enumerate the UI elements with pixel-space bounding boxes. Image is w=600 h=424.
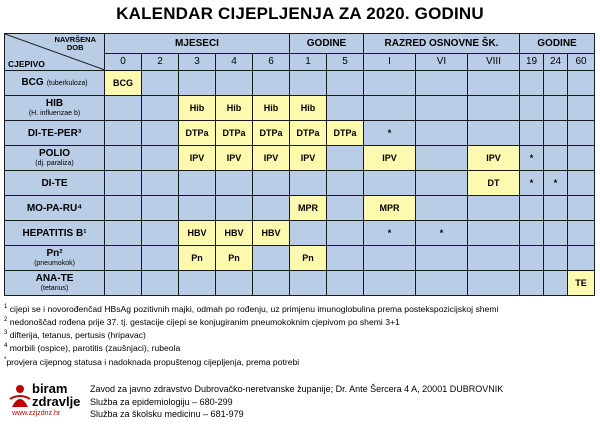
column-age-1: 1: [290, 53, 327, 70]
schedule-cell: [468, 196, 520, 221]
column-age-3: 3: [179, 53, 216, 70]
schedule-cell: Pn: [216, 246, 253, 271]
vaccine-name-cell: [5, 121, 105, 146]
schedule-cell: DTPa: [253, 121, 290, 146]
schedule-cell: MPR: [364, 196, 416, 221]
schedule-cell: [416, 271, 468, 296]
vaccine-name: HEPATITIS B¹: [22, 227, 87, 239]
schedule-cell: [327, 196, 364, 221]
schedule-cell: [520, 271, 544, 296]
schedule-cell: HBV: [179, 221, 216, 246]
schedule-cell: *: [520, 146, 544, 171]
footnote-text: nedonoščad rođena prije 37. tj. gestacije cijepi se konjugiranim pneumokoknim cjepivom po shemi 3+1: [7, 317, 400, 328]
schedule-cell: [520, 96, 544, 121]
corner-age-label: NAVRŠENA DOB: [54, 35, 96, 52]
schedule-cell: DTPa: [179, 121, 216, 146]
schedule-cell: [544, 121, 568, 146]
schedule-cell: [142, 221, 179, 246]
corner-vaccine-label: CJEPIVO: [8, 59, 45, 69]
schedule-cell: [253, 171, 290, 196]
schedule-cell: Hib: [253, 96, 290, 121]
vaccine-description: (dj. paraliza): [35, 159, 74, 167]
schedule-cell: IPV: [216, 146, 253, 171]
schedule-cell: TE: [568, 271, 595, 296]
schedule-cell: DTPa: [327, 121, 364, 146]
footer-contact: [90, 383, 503, 421]
schedule-cell: [416, 71, 468, 96]
schedule-cell: [416, 196, 468, 221]
schedule-cell: *: [520, 171, 544, 196]
schedule-cell: [105, 146, 142, 171]
column-age-VI: VI: [416, 53, 468, 70]
vaccine-name: Pn²: [46, 247, 63, 259]
schedule-cell: [290, 71, 327, 96]
schedule-cell: [544, 146, 568, 171]
schedule-cell: [142, 146, 179, 171]
schedule-cell: [468, 71, 520, 96]
footnote-mark: *: [4, 356, 7, 363]
footnote: [4, 341, 498, 354]
schedule-cell: [290, 221, 327, 246]
vaccine-description: (tuberkuloza): [46, 80, 88, 87]
logo: [6, 381, 81, 421]
schedule-cell: [568, 71, 595, 96]
schedule-cell: IPV: [253, 146, 290, 171]
schedule-cell: [416, 246, 468, 271]
table-row: [5, 121, 595, 146]
schedule-cell: [468, 271, 520, 296]
schedule-cell: [544, 271, 568, 296]
vaccine-name-cell: [5, 146, 105, 171]
schedule-cell: DTPa: [290, 121, 327, 146]
schedule-cell: [327, 171, 364, 196]
schedule-cell: [416, 96, 468, 121]
group-years: GODINE: [290, 34, 364, 54]
schedule-cell: [327, 146, 364, 171]
schedule-cell: [179, 196, 216, 221]
schedule-cell: *: [416, 221, 468, 246]
vaccine-name: POLIO: [38, 147, 71, 159]
footer-school-medicine: Služba za školsku medicinu – 681-979: [90, 409, 244, 419]
schedule-cell: [253, 196, 290, 221]
schedule-cell: [216, 71, 253, 96]
logo-website: www.zzjzdnz.hr: [12, 410, 61, 417]
table-row: [5, 71, 595, 96]
schedule-cell: [468, 121, 520, 146]
group-months: MJESECI: [105, 34, 290, 54]
vaccine-name-cell: [5, 271, 105, 296]
schedule-cell: [364, 71, 416, 96]
schedule-cell: Pn: [290, 246, 327, 271]
vaccine-name-cell: [5, 196, 105, 221]
logo-mark-icon: [8, 383, 32, 409]
schedule-cell: [142, 121, 179, 146]
schedule-cell: [544, 96, 568, 121]
column-age-0: 0: [105, 53, 142, 70]
schedule-cell: [520, 121, 544, 146]
schedule-cell: [364, 96, 416, 121]
schedule-cell: *: [544, 171, 568, 196]
table-row: [5, 271, 595, 296]
vaccine-name: MO-PA-RU⁴: [26, 202, 83, 214]
schedule-cell: [179, 271, 216, 296]
schedule-cell: [105, 271, 142, 296]
table-row: [5, 146, 595, 171]
schedule-cell: [568, 96, 595, 121]
vaccination-schedule-table: [4, 33, 595, 296]
schedule-cell: [142, 96, 179, 121]
table-row: [5, 171, 595, 196]
schedule-cell: [520, 221, 544, 246]
schedule-cell: [327, 221, 364, 246]
column-age-4: 4: [216, 53, 253, 70]
schedule-cell: IPV: [364, 146, 416, 171]
schedule-cell: [142, 271, 179, 296]
schedule-cell: [416, 146, 468, 171]
vaccine-name: DI-TE-PER³: [27, 127, 82, 139]
schedule-cell: [327, 96, 364, 121]
logo-line1: biram: [32, 381, 68, 396]
footnote-mark: 1: [4, 304, 8, 310]
schedule-cell: [290, 271, 327, 296]
schedule-body: [5, 71, 595, 296]
schedule-cell: BCG: [105, 71, 142, 96]
footer-epidemiology: Služba za epidemiologiju – 680-299: [90, 396, 233, 407]
schedule-cell: [142, 196, 179, 221]
schedule-cell: IPV: [290, 146, 327, 171]
schedule-cell: [544, 196, 568, 221]
table-row: [5, 221, 595, 246]
schedule-cell: [327, 71, 364, 96]
schedule-cell: [253, 271, 290, 296]
schedule-cell: [544, 246, 568, 271]
schedule-cell: [468, 96, 520, 121]
schedule-cell: [253, 246, 290, 271]
table-row: [5, 96, 595, 121]
schedule-cell: *: [364, 121, 416, 146]
schedule-cell: Pn: [179, 246, 216, 271]
schedule-cell: HBV: [216, 221, 253, 246]
vaccine-name: HIB: [45, 97, 64, 109]
schedule-cell: DT: [468, 171, 520, 196]
schedule-cell: [142, 71, 179, 96]
vaccine-name-cell: [5, 96, 105, 121]
schedule-cell: [142, 171, 179, 196]
schedule-cell: [105, 196, 142, 221]
schedule-cell: [179, 171, 216, 196]
vaccine-description: (pneumokok): [34, 259, 75, 267]
schedule-cell: MPR: [290, 196, 327, 221]
schedule-cell: [105, 171, 142, 196]
schedule-cell: [216, 196, 253, 221]
page-title: KALENDAR CIJEPLJENJA ZA 2020. GODINU: [116, 4, 484, 23]
schedule-cell: [520, 196, 544, 221]
schedule-cell: IPV: [468, 146, 520, 171]
schedule-cell: [568, 246, 595, 271]
vaccine-name-cell: [5, 71, 105, 96]
footnote: [4, 328, 498, 341]
vaccine-name: ANA-TE: [35, 272, 74, 284]
footnote: [4, 355, 498, 368]
schedule-cell: DTPa: [216, 121, 253, 146]
schedule-cell: [568, 146, 595, 171]
column-age-I: I: [364, 53, 416, 70]
schedule-cell: [105, 246, 142, 271]
group-school-grades: RAZRED OSNOVNE ŠK.: [364, 34, 520, 54]
schedule-cell: [568, 196, 595, 221]
schedule-cell: [468, 221, 520, 246]
schedule-cell: [327, 246, 364, 271]
vaccine-description: (tetanus): [40, 284, 69, 292]
schedule-cell: [105, 221, 142, 246]
vaccine-name: DI-TE: [41, 177, 68, 189]
table-row: [5, 246, 595, 271]
vaccine-name: BCG: [21, 77, 44, 88]
vaccine-name-cell: [5, 221, 105, 246]
footer-address: Zavod za javno zdravstvo Dubrovačko-neretvanske županije; Dr. Ante Šercera 4 A, 20001 DUBROVNIK: [90, 384, 504, 394]
footnote-text: difterija, tetanus, pertusis (hripavac): [7, 330, 146, 341]
column-age-VIII: VIII: [468, 53, 520, 70]
schedule-cell: Hib: [179, 96, 216, 121]
table-corner-header: [5, 34, 105, 71]
column-age-24: 24: [544, 53, 568, 70]
schedule-cell: [568, 121, 595, 146]
schedule-cell: [216, 271, 253, 296]
schedule-cell: [364, 271, 416, 296]
schedule-cell: [216, 171, 253, 196]
schedule-cell: [253, 71, 290, 96]
schedule-cell: [520, 246, 544, 271]
schedule-cell: [568, 221, 595, 246]
schedule-cell: [416, 121, 468, 146]
footnote-mark: 2: [4, 317, 8, 324]
schedule-cell: [105, 96, 142, 121]
footnote: [4, 315, 498, 328]
column-age-2: 2: [142, 53, 179, 70]
footnote-mark: 4: [4, 343, 8, 350]
schedule-cell: [290, 171, 327, 196]
vaccine-name-cell: [5, 246, 105, 271]
schedule-cell: IPV: [179, 146, 216, 171]
group-years-adult: GODINE: [520, 34, 595, 54]
schedule-cell: Hib: [216, 96, 253, 121]
schedule-cell: [364, 171, 416, 196]
schedule-cell: [142, 246, 179, 271]
column-age-19: 19: [520, 53, 544, 70]
logo-line2: zdravlje: [32, 394, 81, 409]
footnotes: [4, 302, 498, 368]
table-row: [5, 196, 595, 221]
vaccine-description: (H. influenzae b): [28, 109, 81, 117]
column-age-6: 6: [253, 53, 290, 70]
schedule-cell: [544, 71, 568, 96]
schedule-cell: [416, 171, 468, 196]
schedule-cell: [520, 71, 544, 96]
column-age-60: 60: [568, 53, 595, 70]
schedule-cell: [568, 171, 595, 196]
schedule-cell: [544, 221, 568, 246]
footnote: [4, 302, 498, 315]
schedule-cell: [364, 246, 416, 271]
column-age-5: 5: [327, 53, 364, 70]
footnote-text: cijepi se i novorođenčad HBsAg pozitivnih majki, odmah po rođenju, uz primjenu imunoglobulina prema postekspozicijskoj shemi: [7, 303, 499, 314]
schedule-cell: *: [364, 221, 416, 246]
schedule-cell: Hib: [290, 96, 327, 121]
schedule-cell: [327, 271, 364, 296]
schedule-cell: [468, 246, 520, 271]
footnote-text: morbili (ospice), parotitis (zaušnjaci), rubeola: [7, 343, 181, 354]
schedule-cell: HBV: [253, 221, 290, 246]
schedule-cell: [179, 71, 216, 96]
vaccine-name-cell: [5, 171, 105, 196]
footnote-mark: 3: [4, 330, 8, 337]
footnote-text: provjera cijepnog statusa i nadoknada propuštenog cijepljenja, prema potrebi: [6, 356, 300, 367]
schedule-cell: [105, 121, 142, 146]
